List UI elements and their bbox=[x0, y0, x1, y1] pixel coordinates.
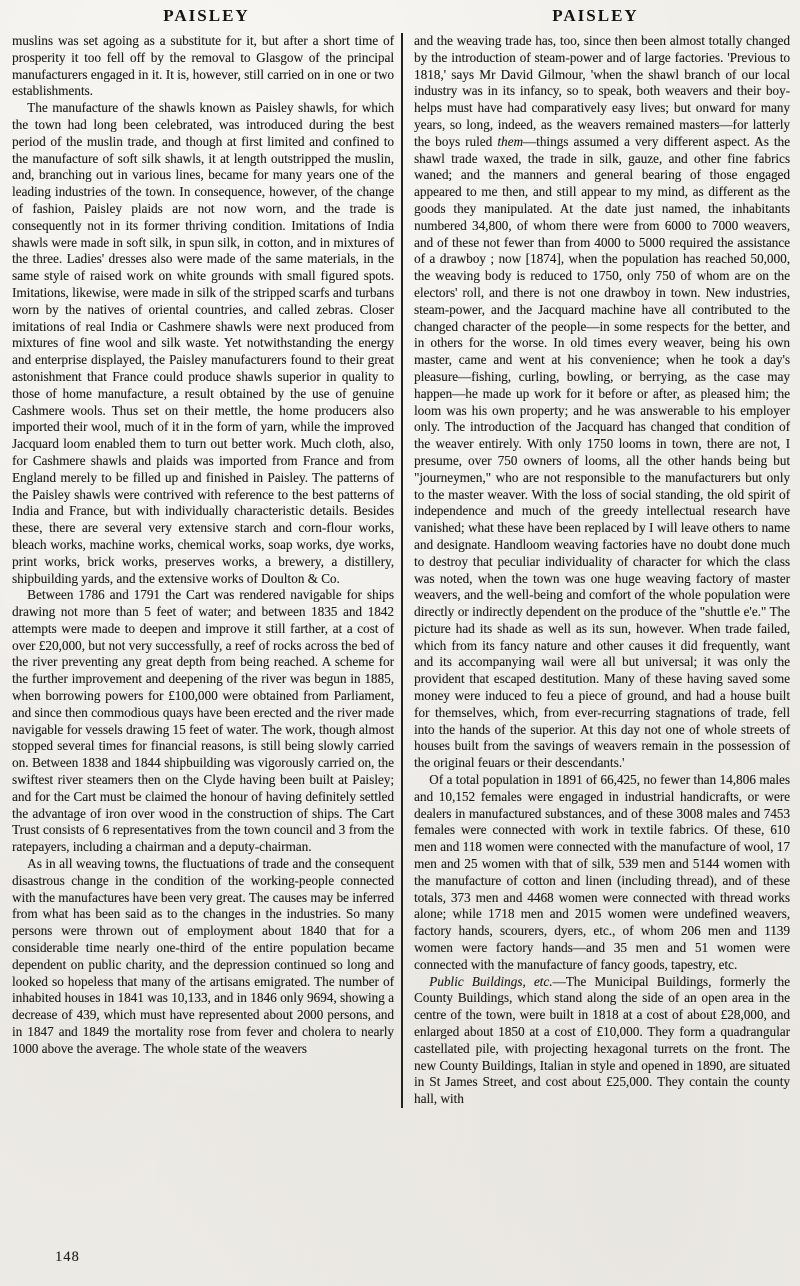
page-header-left: PAISLEY bbox=[163, 6, 250, 25]
page-number: 148 bbox=[55, 1249, 80, 1265]
quote-pre-text: and the weaving trade has, too, since then been almost totally changed by the introduction of steam-power and of large factories. 'Previous to 1818,' says Mr David Gilmour, 'when the shawl branch of our local industry was in its infancy, so to speak, both weavers and their boy-helps must have had comparatively easy lives; but onward for many years, so long, indeed, as the weavers remained masters—for latterly the boys ruled bbox=[414, 33, 790, 149]
left-column bbox=[12, 33, 401, 1058]
italic-public-buildings-heading: Public Buildings, etc. bbox=[429, 973, 553, 989]
page-header-right: PAISLEY bbox=[552, 6, 639, 25]
paragraph-gilmour-quote bbox=[414, 33, 790, 772]
paragraph-population-statistics: Of a total population in 1891 of 66,425, no fewer than 14,806 males and 10,152 females were engaged in industrial handicrafts, or were dealers in manufactured substances, and of these 3008 males and 7453 females were connected with work in textile fabrics. Of these, 610 men and 118 women were connected with the manufacture of wool, 17 men and 25 women with that of silk, 539 men and 5144 women with the manufacture of cotton and linen (including thread), and of these totals, 373 men and 4468 women were connected with thread works alone; while 1718 men and 2015 women were undefined weavers, factory hands, scourers, dyers, etc., of whom 206 men and 1139 women were factory hands—and 35 men and 51 women were connected with the manufacture of fancy goods, tapestry, etc. bbox=[414, 772, 790, 972]
text-columns bbox=[12, 33, 790, 1108]
right-column bbox=[401, 33, 790, 1108]
italic-them: them bbox=[497, 133, 523, 149]
paragraph-muslin-trade: muslins was set agoing as a substitute for it, but after a short time of prosperity it too fell off by the removal to Glasgow of the principal manufacturers engaged in it. It is, however, still carried on in one or two establishments. bbox=[12, 33, 394, 99]
quote-post-text: —things assumed a very different aspect. As the shawl trade waxed, the trade in silk, gauze, and other fine fabrics waned; and the manners and general bearing of those engaged appeared to me then, and still appear to my mind, as different as the goods they manipulated. At the date just named, the inhabitants numbered 34,800, of whom there were from 6000 to 7000 weavers, and of these not fewer than from 4000 to 5000 required the assistance of a drawboy ; now [1874], when the population has reached 50,000, the weaving body is reduced to 1750, only 750 of whom are on the electors' roll, and there is not one drawboy in town. New industries, steam-power, and the Jacquard machine have all contributed to the changed character of the people—in some respects for the better, and in others for the worse. In old times every weaver, being his own master, came and went at his convenience; when he took a day's pleasure—fishing, curling, bowling, or berrying, as the case may happen—he made up work for it before or after, as pleased him; the loom was his own property; and he was answerable to his employer only. The introduction of the Jacquard has changed that condition of the weaver entirely. With only 1750 looms in town, there are not, I presume, over 750 owners of looms, all the other hands being but "journeymen," who are not responsible to the manufacturers but only to the master weaver. With the loss of social standing, the old spirit of independence and much of the greedy intellectual research have vanished; what these have been replaced by I will leave others to name and designate. Handloom weaving factories have no doubt done much to destroy that peculiar individuality of character for which the class was noted, when the town was one huge weaving factory of master weavers, and the well-being and comfort of the whole population were directly or indirectly dependent on the produce of the "shuttle e'e." The picture had its shade as well as its sun, however. When trade failed, which from its fancy nature and other causes it did frequently, want and its accompanying wail were all but universal; it was only the provident that escaped destitution. Many of these having saved some money were induced to feu a piece of ground, and had a house built for themselves, which, from ever-recurring stagnations of trade, fell into the hands of the superior. At this day not one of whole streets of houses built from the savings of weavers remain in the possession of the original feuars or their descendants.' bbox=[414, 133, 791, 771]
paragraph-cart-navigation: Between 1786 and 1791 the Cart was rendered navigable for ships drawing not more than 5 feet of water; and between 1835 and 1842 attempts were made to deepen and improve it still farther, at a cost of over £20,000, but not very successfully, a reef of rocks across the bed of the river preventing any great depth from being reached. A scheme for the further improvement and deepening of the river was begun in 1885, when borrowing powers for £100,000 were obtained from Parliament, and since then commodious quays have been erected and the river made navigable for vessels drawing 15 feet of water. The work, though almost stopped several times for financial reasons, is still being slowly carried on. Between 1838 and 1844 shipbuilding was vigorously carried on, the swiftest river steamers then on the Clyde having been built at Paisley; and for the Cart must be claimed the honour of having definitely settled the advantage of iron over wood in the construction of ships. The Cart Trust consists of 6 representatives from the town council and 3 from the ratepayers, including a chairman and a deputy-chairman. bbox=[12, 587, 394, 855]
paragraph-shawl-manufacture: The manufacture of the shawls known as Paisley shawls, for which the town had long been celebrated, was introduced during the best period of the muslin trade, and though at first limited and confined to the manufacture of soft silk shawls, it at length outstripped the muslin, and, branching out in various lines, became for many years one of the leading industries of the town. In consequence, however, of the change of fashion, Paisley plaids are not now worn, and the trade is consequently not in its former thriving condition. Imitations of India shawls were made in soft silk, in spun silk, in cotton, and in mixtures of the three. Ladies' dresses also were made of the same materials, in the same style of raised work on white grounds with small figured spots. Imitations, likewise, were made in silk of the stripped scarfs and turbans worn by the natives of oriental countries, and called zebras. Closer imitations of real India or Cashmere shawls were next produced from mixtures of fine wool and silk waste. Yet notwithstanding the energy and enterprise displayed, the Paisley manufacturers found to their great astonishment that France could produce shawls superior in quality to those of home manufacture, a result obtained by the use of genuine Cashmere wools. Thus set on their mettle, the home producers also imported their wool, much of it in the form of yarn, while the improved Jacquard loom enabled them to turn out better work. Much cloth, also, for Cashmere shawls and plaids was imported from France and from England merely to be filled up and finished in Paisley. The patterns of the Paisley shawls were contrived with reference to the best patterns of India and France, but with individually characteristic details. Besides these, there are several very extensive starch and corn-flour works, bleach works, machine works, chemical works, soap works, dye works, print works, brick works, preserves works, a brewery, a distillery, shipbuilding yards, and the extensive works of Doulton & Co. bbox=[12, 100, 394, 586]
public-buildings-text: —The Municipal Buildings, formerly the County Buildings, which stand along the side of an open area in the centre of the town, were built in 1818 at a cost of about £28,000, and enlarged about 1850 at a cost of £10,000. They form a quadrangular castellated pile, with projecting hexagonal turrets on the front. The new County Buildings, Italian in style and opened in 1890, are situated in St James Street, and cost about £25,000. They contain the county hall, with bbox=[414, 973, 790, 1107]
running-header bbox=[12, 6, 790, 30]
paragraph-public-buildings bbox=[414, 974, 790, 1108]
paragraph-weaving-fluctuations: As in all weaving towns, the fluctuations of trade and the consequent disastrous change in the condition of the working-people connected with the manufactures have been very great. The causes may be inferred from what has been said as to the changes in the industries. So many persons were thrown out of employment about 1840 that for a considerable time nearly one-third of the entire population became dependent on public charity, and the depression continued so long and looked so hopeless that many of the artisans emigrated. The number of inhabited houses in 1841 was 10,133, and in 1846 only 9694, showing a decrease of 439, which must have represented about 2000 persons, and in 1847 and 1849 the mortality rose from fever and cholera to nearly 1000 above the average. The whole state of the weavers bbox=[12, 856, 394, 1056]
